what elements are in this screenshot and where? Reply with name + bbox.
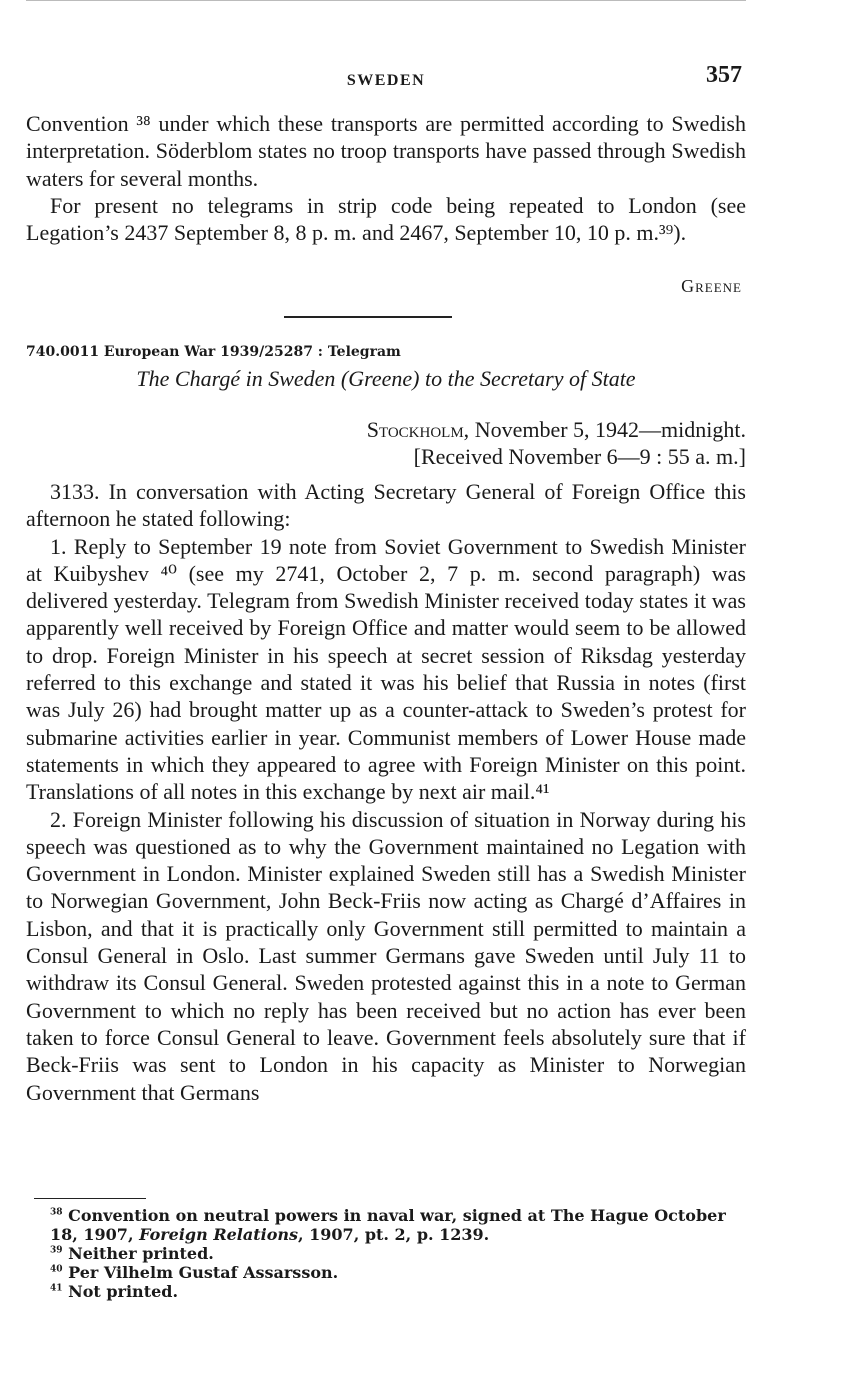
footnote-39	[26, 1244, 746, 1263]
section-divider	[284, 316, 452, 318]
footnote-text: Not printed.	[62, 1282, 179, 1301]
footnote-41	[26, 1282, 746, 1301]
footnote-rule	[34, 1198, 146, 1199]
footnote-text: Neither printed.	[62, 1244, 214, 1263]
footnote-mark: 40	[50, 1264, 63, 1275]
page-number: 357	[706, 62, 742, 88]
footnote-text: Convention on neutral powers in naval war, signed at The Hague October 18, 1907,	[50, 1206, 726, 1244]
paragraph-item-1: 1. Reply to September 19 note from Soviet Government to Swedish Minister at Kuibyshev ⁴⁰ (see my 2741, October 2, 7 p. m. second paragraph) was delivered yesterday. Telegram from Swedish Minister received today states it was apparently well received by Foreign Office and matter would seem to be allowed to drop. Foreign Minister in his speech at secret session of Riksdag yesterday referred to this exchange and stated it was his belief that Russia in notes (first was July 26) had brought matter up as a counter-attack to Sweden’s protest for submarine activities earlier in year. Communist members of Lower House made statements in which they appeared to agree with Foreign Minister on this point. Translations of all notes in this exchange by next air mail.⁴¹	[26, 533, 746, 805]
continued-telegram	[26, 110, 746, 246]
footnotes	[26, 1206, 746, 1301]
footnote-38	[26, 1206, 746, 1244]
file-reference: 740.0011 European War 1939/25287 : Telegram	[26, 344, 401, 360]
signature-greene: Greene	[681, 276, 742, 296]
running-head: SWEDEN	[346, 72, 426, 89]
paragraph-strip-code: For present no telegrams in strip code being repeated to London (see Legation’s 2437 September 8, 8 p. m. and 2467, September 10, 10 p. m.³⁹).	[26, 192, 746, 246]
paragraph-3133: 3133. In conversation with Acting Secretary General of Foreign Office this afternoon he stated following:	[26, 479, 746, 532]
paragraph-convention: Convention ³⁸ under which these transports are permitted according to Swedish interpretation. Söderblom states no troop transports have passed through Swedish waters for several months.	[26, 111, 746, 191]
footnote-mark: 38	[50, 1207, 63, 1218]
document-title: The Chargé in Sweden (Greene) to the Secretary of State	[136, 366, 636, 391]
top-border	[26, 0, 746, 1]
received-line: [Received November 6—9 : 55 a. m.]	[413, 444, 746, 469]
paragraph-item-2: 2. Foreign Minister following his discussion of situation in Norway during his speech was questioned as to why the Government maintained no Legation with Government in London. Minister explained Sweden still has a Swedish Minister to Norwegian Government, John Beck-Friis now acting as Chargé d’Affaires in Lisbon, and that it is practically only Government still permitted to maintain a Consul General in Oslo. Last summer Germans gave Sweden until July 11 to withdraw its Consul General. Sweden protested against this in a note to German Government to which no reply has been received but no action has ever been taken to force Consul General to leave. Government feels absolutely sure that if Beck-Friis was sent to London in his capacity as Minister to Norwegian Government that Germans	[26, 806, 746, 1105]
date: November 5, 1942—midnight.	[469, 417, 746, 442]
place: Stockholm,	[366, 417, 470, 442]
footnote-mark: 39	[50, 1245, 63, 1256]
footnote-text: Per Vilhelm Gustaf Assarsson.	[62, 1263, 339, 1282]
footnote-40	[26, 1263, 746, 1282]
footnote-mark: 41	[50, 1283, 63, 1294]
dateline	[367, 416, 746, 470]
page-header	[26, 62, 746, 92]
footnote-italic: Foreign Relations	[139, 1225, 299, 1244]
place-date	[367, 416, 746, 443]
footnote-text-tail: , 1907, pt. 2, p. 1239.	[298, 1225, 490, 1244]
telegram-body	[26, 478, 746, 1106]
document-page	[26, 0, 746, 1380]
